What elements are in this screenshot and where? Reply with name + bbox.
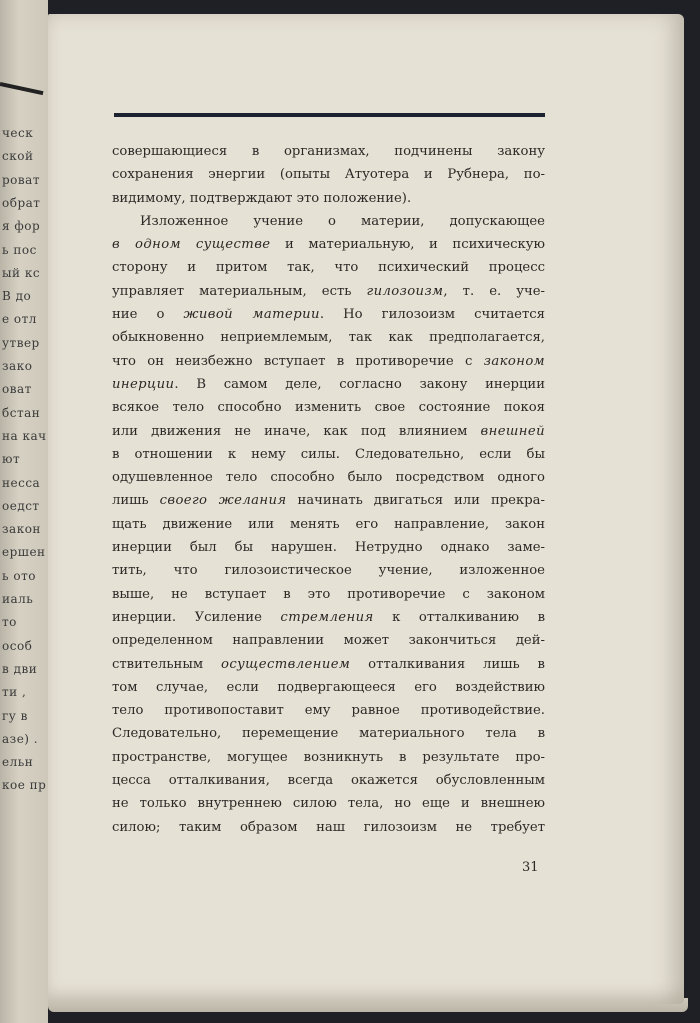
text-run: отталкивания лишь в [350,656,545,672]
previous-page-fragment: ельн [2,755,34,770]
text-run: совершающиеся в организмах, подчинены закону [112,144,545,159]
text-run: ствительным [112,656,221,672]
text-line [112,140,545,163]
text-run: том случае, если подвергающееся его воздействию [112,679,545,695]
previous-page-fragment: ершен [2,545,46,560]
text-line [112,420,545,443]
text-line [112,210,545,233]
text-run: силою; таким образом наш гилозоизм не требует [112,819,545,835]
page-body-text [112,140,545,839]
text-run: к отталкиванию в [373,609,545,625]
text-line [112,350,545,373]
text-run: . В самом деле, согласно закону инерции [174,376,545,392]
previous-page-fragment: ют [2,452,21,467]
previous-page-fragment: бстан [2,405,41,420]
previous-page-fragment: оедст [2,498,40,513]
text-run: ние о [112,307,184,323]
text-line [112,280,545,303]
previous-page-fragment: в дви [2,661,38,676]
text-line [112,722,545,745]
text-line [112,559,545,582]
previous-page-fragment: я фор [2,219,41,234]
previous-page-fragment: е отл [2,312,37,327]
text-line [112,303,545,326]
previous-page-fragment: закон [2,522,41,537]
previous-page-fragment: ти , [2,685,27,700]
previous-page-fragment: азе) . [2,731,39,746]
previous-page-fragment: обрат [2,195,41,210]
previous-page-fragment: то [2,615,17,630]
text-line [112,466,545,489]
text-line [112,256,545,279]
previous-page-fragment: несса [2,475,41,490]
text-line [112,816,545,839]
previous-page-fragment: иаль [2,592,34,606]
text-line [112,489,545,512]
previous-page-fragment: ской [2,149,34,164]
text-run: всякое тело способно изменить свое состояние покоя [112,400,545,416]
text-line [112,536,545,559]
previous-page-fragment: зако [2,359,33,373]
text-run: видимому, подтверждают это положение). [112,190,412,206]
text-line [112,769,545,792]
text-run: начинать двигаться или прекра- [286,493,545,509]
previous-page-fragment: ь пос [2,242,37,257]
previous-page-fragment: кое пр [2,778,47,793]
text-run: управляет материальным, есть [112,283,367,299]
text-run: одушевленное тело способно было посредством одного [112,470,545,486]
text-run: выше, не вступает в это противоречие с законом [112,586,545,602]
text-line [112,792,545,815]
previous-page-edge [0,0,48,1023]
text-run: сторону и притом так, что психический процесс [112,260,545,276]
previous-page-fragment: ый кс [2,265,41,280]
text-run: Изложенное учение о материи, допускающее [140,213,545,229]
previous-page-rule [0,82,43,95]
text-line [112,746,545,769]
text-run: тить, что гилозоистическое учение, изложенное [112,563,545,579]
text-line [112,373,545,396]
text-line [112,653,545,676]
text-line [112,443,545,466]
previous-page-fragment: ческ [2,126,34,140]
text-run: пространстве, могущее возникнуть в результате про- [112,749,545,765]
previous-page-fragment: ь ото [2,568,36,583]
emphasized-phrase: внешней [480,423,545,439]
emphasized-phrase: в одном существе [112,237,271,253]
text-run: цесса отталкивания, всегда окажется обусловленным [112,773,545,789]
text-run: обыкновенно неприемлемым, так как предполагается, [112,330,545,346]
previous-page-fragment: роват [2,172,40,187]
text-line [112,629,545,652]
text-line [112,233,545,256]
text-run: Следовательно, перемещение материального тела в [112,726,545,742]
previous-page-fragment: гу в [2,708,28,723]
text-line [112,606,545,629]
text-line [112,163,545,186]
header-rule [114,113,545,117]
text-line [112,513,545,536]
text-run: , т. е. уче- [443,283,545,299]
emphasized-phrase: инерции [112,376,175,392]
previous-page-fragment: на кач [2,428,47,443]
text-run: определенном направлении может закончиться дей- [112,633,545,649]
text-run: инерции. Усиление [112,609,281,625]
previous-page-fragment: оват [2,382,32,397]
text-line [112,396,545,419]
emphasized-phrase: осуществлением [221,656,351,672]
text-run: или движения не иначе, как под влиянием [112,423,481,439]
emphasized-phrase: законом [483,353,545,369]
previous-page-fragment: утвер [2,335,40,350]
page-number: 31 [522,860,539,875]
text-run: . Но гилозоизм считается [319,307,545,323]
text-line [112,326,545,349]
previous-page-fragment: особ [2,638,33,653]
text-run: лишь [112,493,160,509]
text-line [112,676,545,699]
text-run: инерции был бы нарушен. Нетрудно однако заме- [112,540,545,556]
previous-page-fragment: В до [2,289,32,304]
text-run: не только внутреннею силою тела, но еще и внешнею [112,796,545,812]
text-run: тело противопоставит ему равное противодействие. [112,703,545,719]
emphasized-phrase: живой материи [183,307,320,323]
emphasized-phrase: своего желания [159,493,287,509]
text-run: и материальную, и психическую [270,237,545,253]
text-run: в отношении к нему силы. Следовательно, если бы [112,446,545,462]
text-line [112,583,545,606]
emphasized-phrase: стремления [280,609,374,625]
text-run: что он неизбежно вступает в противоречие с [112,353,484,369]
text-run: щать движение или менять его направление, закон [112,516,545,532]
text-run: сохранения энергии (опыты Атуотера и Рубнера, по- [112,167,545,183]
text-line [112,699,545,722]
emphasized-phrase: гилозоизм [366,283,444,299]
text-line [112,187,545,210]
